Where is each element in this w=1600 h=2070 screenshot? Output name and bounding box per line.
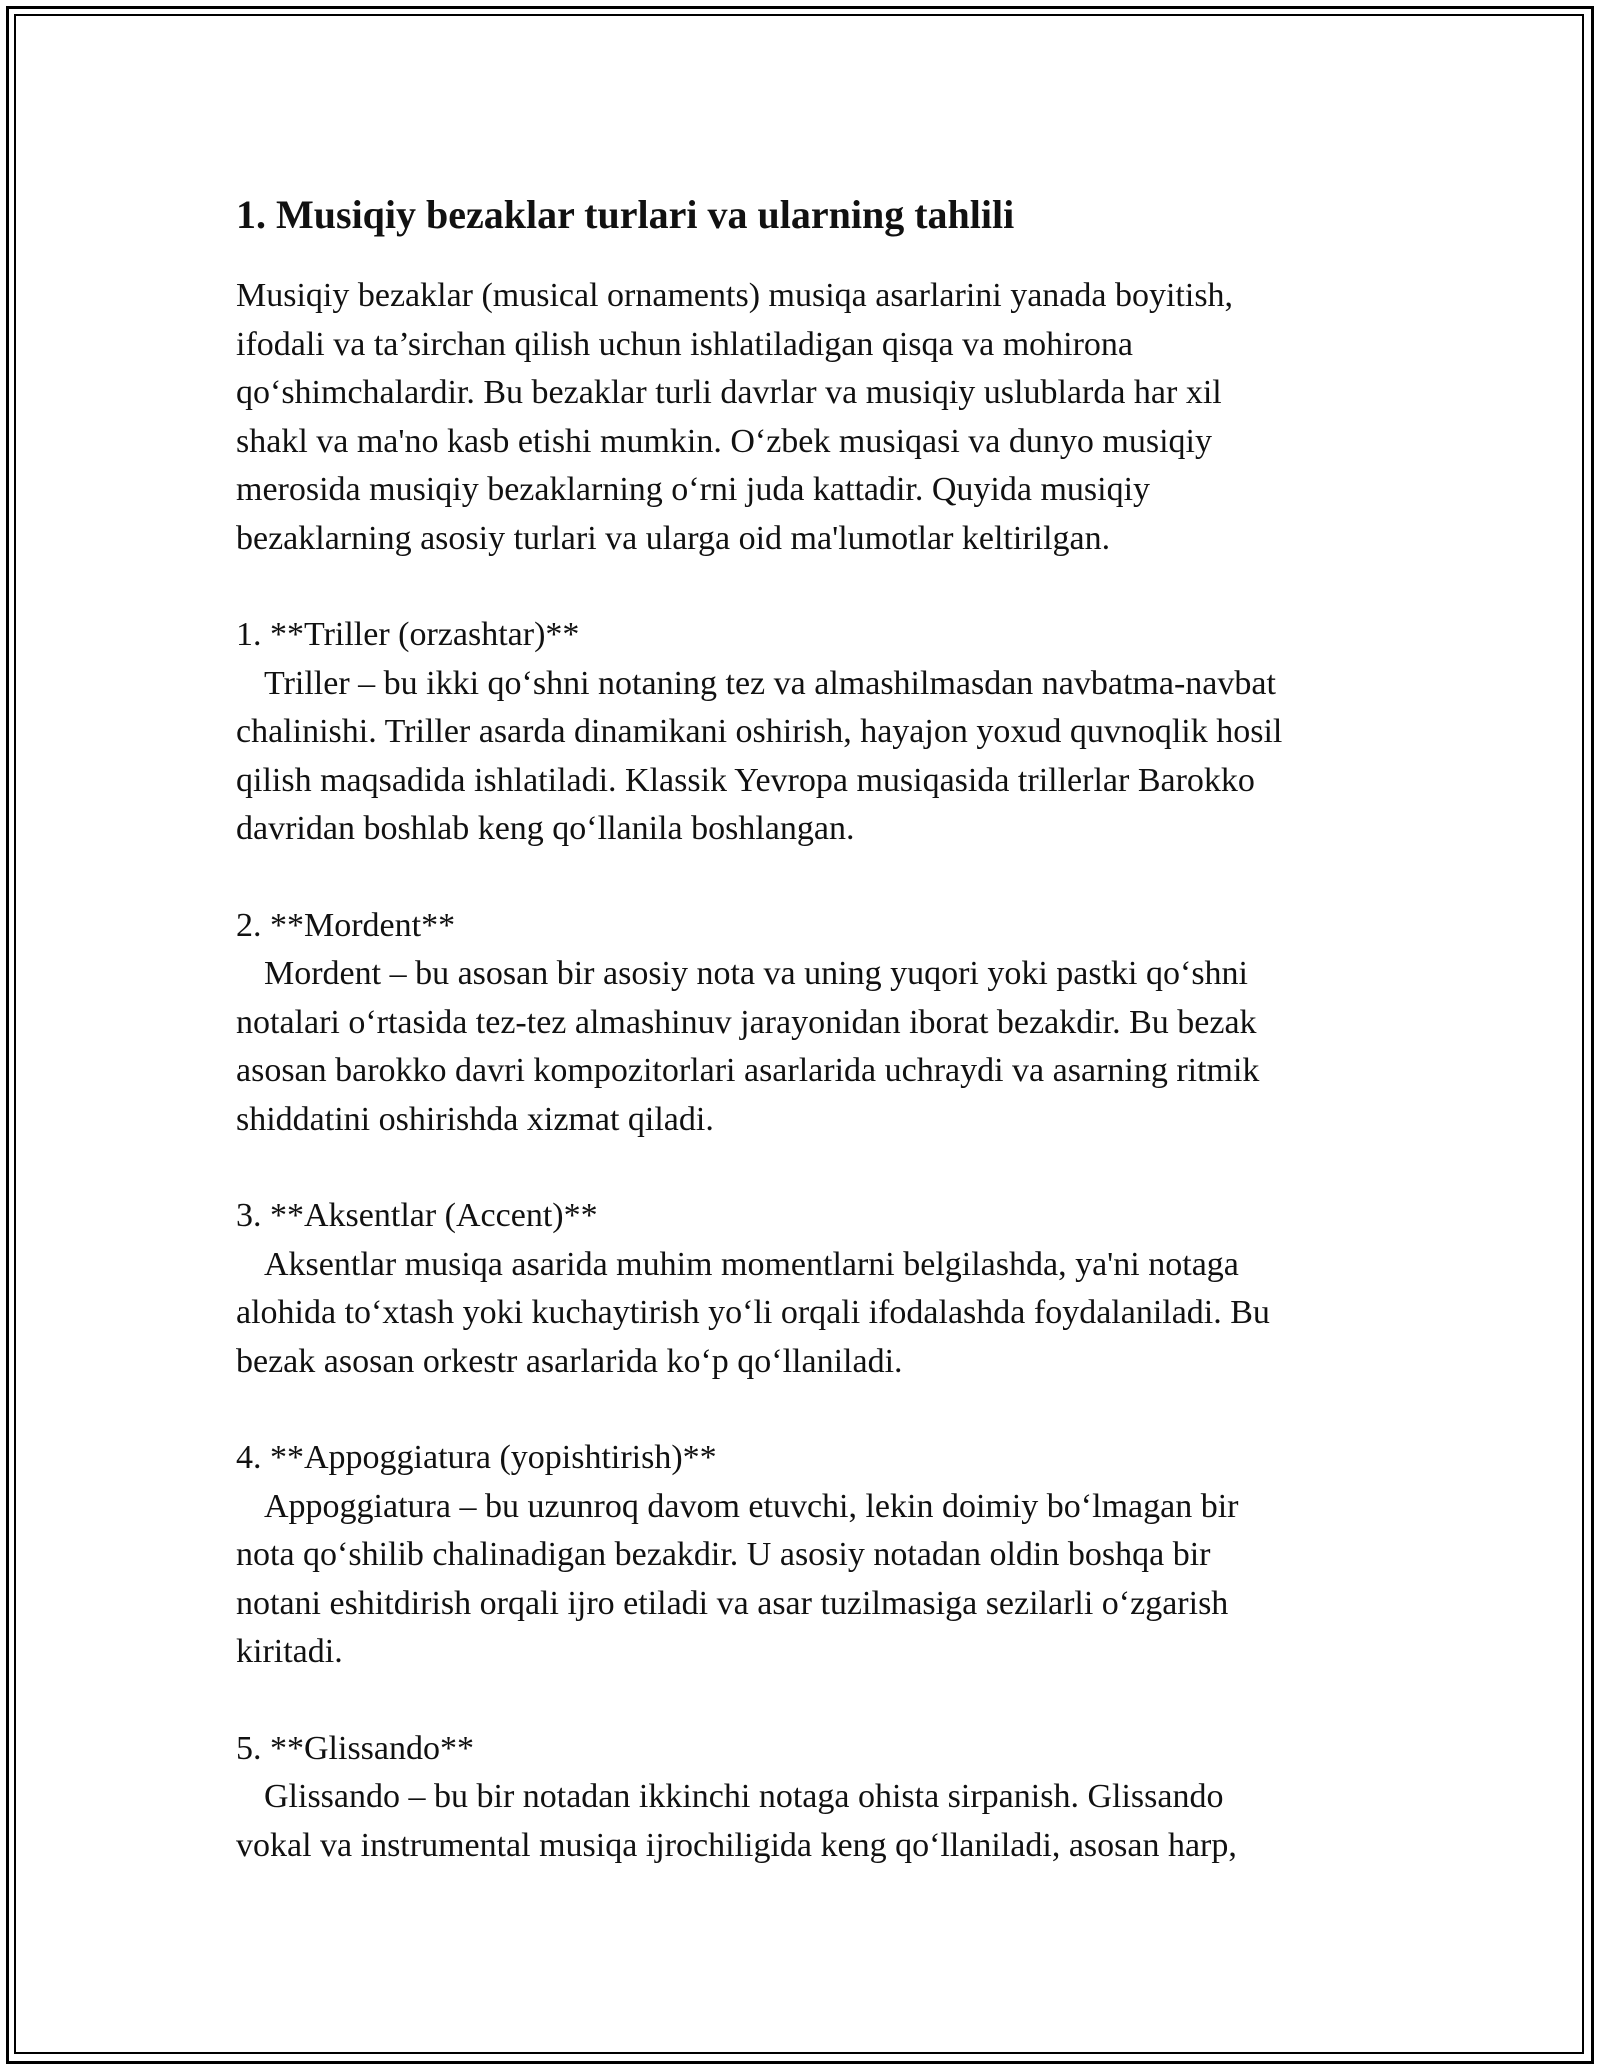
- section-title: 4. **Appoggiatura (yopishtirish)**: [236, 1439, 717, 1476]
- intro-line: ifodali va ta’sirchan qilish uchun ishlatiladigan qisqa va mohirona: [236, 325, 1134, 363]
- section-title: 1. **Triller (orzashtar)**: [236, 616, 580, 653]
- section-title: 2. **Mordent**: [236, 906, 456, 944]
- section-line: notani eshitdirish orqali ijro etiladi va asar tuzilmasiga sezilarli o‘zgarish: [236, 1584, 1229, 1622]
- section-line: asosan barokko davri kompozitorlari asarlarida uchraydi va asarning ritmik: [236, 1052, 1260, 1089]
- document-body: [236, 186, 1386, 1870]
- section-appoggiatura: [236, 1434, 1386, 1677]
- intro-line: bezaklarning asosiy turlari va ularga oid ma'lumotlar keltirilgan.: [236, 519, 1111, 557]
- intro-line: shakl va ma'no kasb etishi mumkin. O‘zbek musiqasi va dunyo musiqiy: [236, 422, 1212, 460]
- section-line: Triller – bu ikki qo‘shni notaning tez va almashilmasdan navbatma-navbat: [264, 664, 1276, 702]
- section-title: 5. **Glissando**: [236, 1729, 474, 1767]
- document-heading: 1. Musiqiy bezaklar turlari va ularning tahlili: [236, 192, 1015, 237]
- section-line: kiritadi.: [236, 1633, 343, 1670]
- section-line: shiddatini oshirishda xizmat qiladi.: [236, 1100, 714, 1138]
- section-title: 3. **Aksentlar (Accent)**: [236, 1197, 598, 1234]
- section-line: Aksentlar musiqa asarida muhim momentlarni belgilashda, ya'ni notaga: [264, 1245, 1239, 1283]
- section-aksentlar: [236, 1192, 1386, 1386]
- section-line: nota qo‘shilib chalinadigan bezakdir. U asosiy notadan oldin boshqa bir: [236, 1536, 1211, 1573]
- intro-paragraph: [236, 272, 1386, 563]
- section-line: Mordent – bu asosan bir asosiy nota va uning yuqori yoki pastki qo‘shni: [264, 955, 1249, 992]
- section-line: alohida to‘xtash yoki kuchaytirish yo‘li orqali ifodalashda foydalaniladi. Bu: [236, 1294, 1270, 1331]
- section-mordent: [236, 902, 1386, 1145]
- section-line: Appoggiatura – bu uzunroq davom etuvchi, lekin doimiy bo‘lmagan bir: [264, 1487, 1239, 1525]
- section-line: bezak asosan orkestr asarlarida ko‘p qo‘llaniladi.: [236, 1342, 903, 1380]
- section-glissando: [236, 1725, 1386, 1871]
- section-line: vokal va instrumental musiqa ijrochiligida keng qo‘llaniladi, asosan harp,: [236, 1826, 1237, 1864]
- section-line: davridan boshlab keng qo‘llanila boshlangan.: [236, 810, 855, 847]
- intro-line: qo‘shimchalardir. Bu bezaklar turli davrlar va musiqiy uslublarda har xil: [236, 374, 1222, 411]
- section-line: qilish maqsadida ishlatiladi. Klassik Yevropa musiqasida trillerlar Barokko: [236, 761, 1255, 799]
- section-line: chalinishi. Triller asarda dinamikani oshirish, hayajon yoxud quvnoqlik hosil: [236, 713, 1283, 750]
- section-triller: [236, 611, 1386, 854]
- intro-line: merosida musiqiy bezaklarning o‘rni juda kattadir. Quyida musiqiy: [236, 471, 1151, 508]
- section-line: notalari o‘rtasida tez-tez almashinuv jarayonidan iborat bezakdir. Bu bezak: [236, 1003, 1257, 1041]
- section-line: Glissando – bu bir notadan ikkinchi notaga ohista sirpanish. Glissando: [264, 1778, 1224, 1815]
- intro-line: Musiqiy bezaklar (musical ornaments) musiqa asarlarini yanada boyitish,: [236, 277, 1234, 314]
